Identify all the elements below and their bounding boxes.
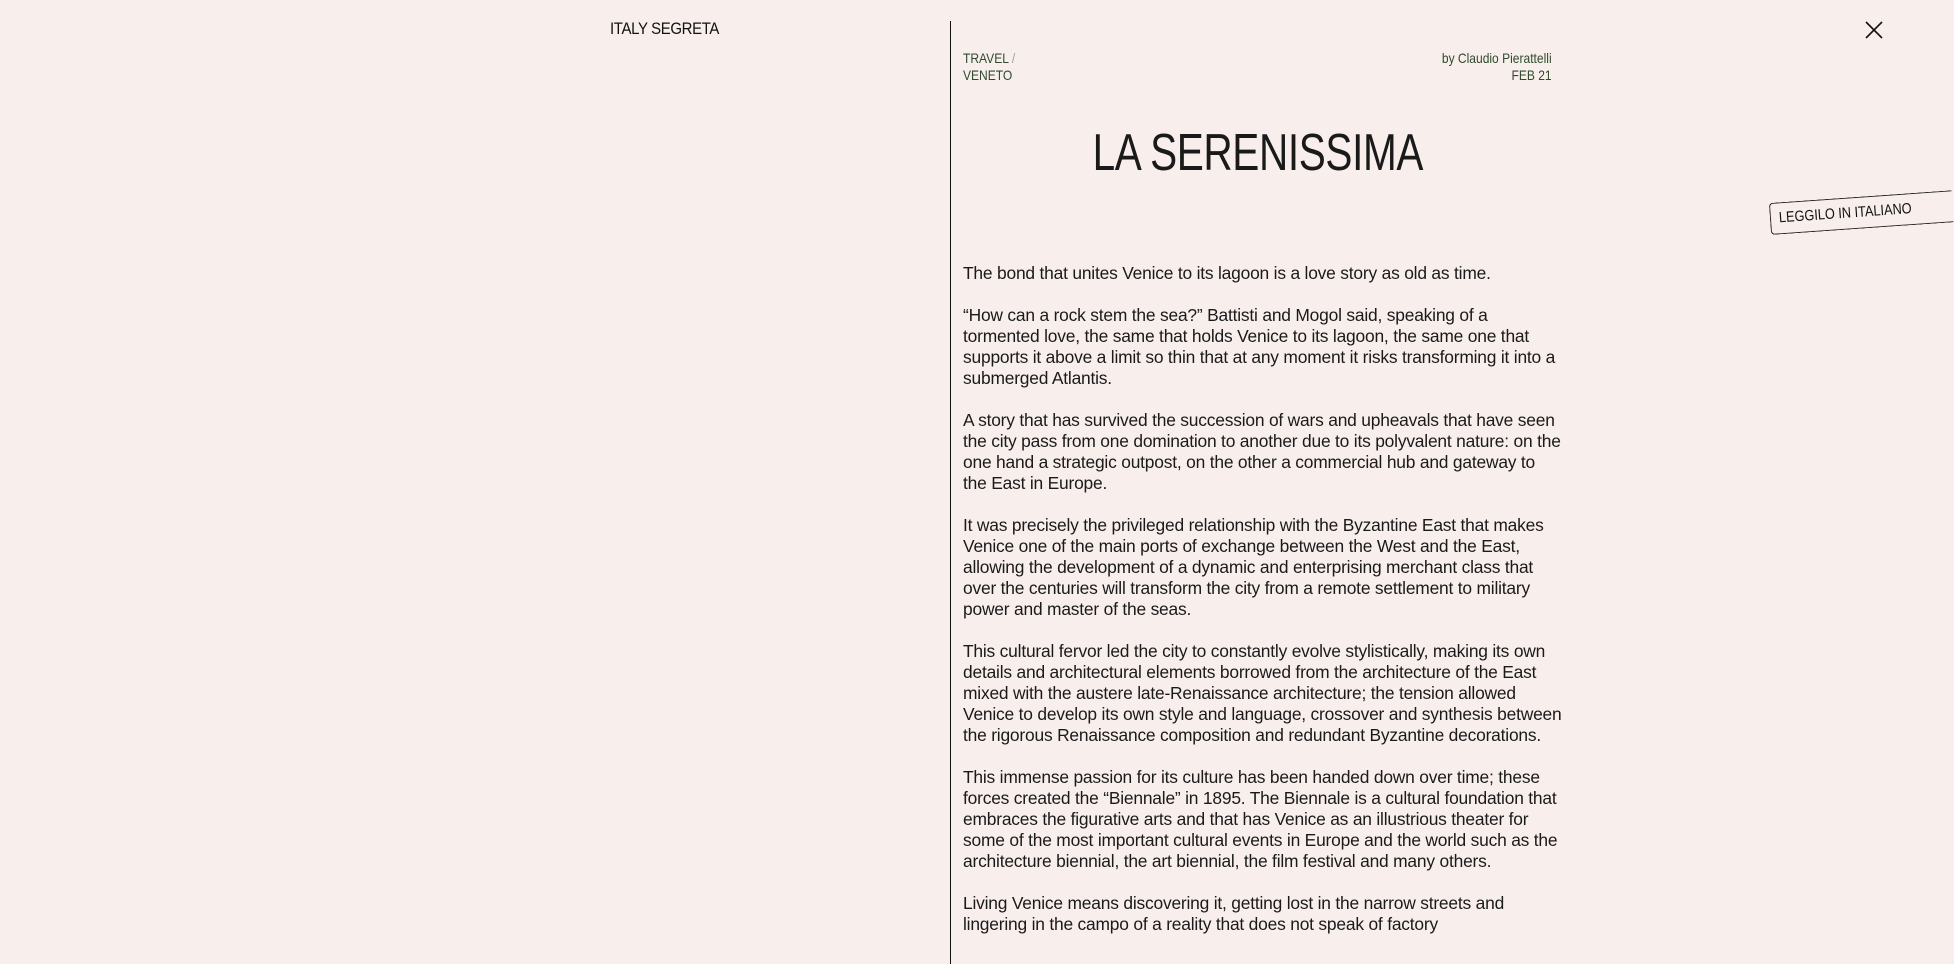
- close-icon: [1862, 18, 1886, 42]
- site-logo[interactable]: ITALY SEGRETA: [610, 19, 720, 38]
- article-paragraph: This cultural fervor led the city to constantly evolve stylistically, making its own details and architectural elements borrowed from the architecture of the East mixed with the austere late-Renaissance architecture; the tension allowed Venice to develop its own style and language, crossover and synthesis between the rigorous Renaissance composition and redundant Byzantine decorations.: [963, 641, 1562, 745]
- article-paragraph: This immense passion for its culture has been handed down over time; these forces created the “Biennale” in 1895. The Biennale is a cultural foundation that embraces the figurative arts and that has Venice as an illustrious theater for some of the most important cultural events in Europe and the world such as the architecture biennial, the art biennial, the film festival and many others.: [963, 767, 1558, 871]
- article-byline: [1442, 50, 1552, 84]
- article-paragraph: Living Venice means discovering it, getting lost in the narrow streets and lingering in the campo of a reality that does not speak of factory: [963, 893, 1505, 934]
- author-name: by Claudio Pierattelli: [1442, 50, 1552, 66]
- article-paragraph: “How can a rock stem the sea?” Battisti and Mogol said, speaking of a tormented love, the same that holds Venice to its lagoon, the same one that supports it above a limit so thin that at any moment it risks transforming it into a submerged Atlantis.: [963, 305, 1556, 388]
- article-title: [963, 122, 1552, 184]
- article-title-text: LA SERENISSIMA: [1092, 124, 1423, 182]
- article-body: [963, 263, 1563, 956]
- close-button[interactable]: [1862, 18, 1886, 42]
- article-paragraph: The bond that unites Venice to its lagoon is a love story as old as time.: [963, 263, 1491, 283]
- language-toggle-button[interactable]: [1769, 190, 1954, 235]
- article-paragraph: It was precisely the privileged relationship with the Byzantine East that makes Venice one of the main ports of exchange between the West and the East, allowing the development of a dynamic and enterprising merchant class that over the centuries will transform the city from a remote settlement to military power and master of the seas.: [963, 515, 1544, 619]
- publish-date: FEB 21: [1511, 67, 1552, 83]
- category-separator: /: [1011, 50, 1016, 66]
- article-category: [963, 50, 1015, 84]
- region-link[interactable]: VENETO: [963, 67, 1013, 83]
- category-link[interactable]: TRAVEL: [963, 50, 1009, 66]
- article-paragraph: A story that has survived the succession of wars and upheavals that have seen the city pass from one domination to another due to its polyvalent nature: on the one hand a strategic outpost, on the other a commercial hub and gateway to the East in Europe.: [963, 410, 1561, 493]
- column-divider: [950, 21, 951, 964]
- language-toggle-label: LEGGILO IN ITALIANO: [1778, 200, 1913, 227]
